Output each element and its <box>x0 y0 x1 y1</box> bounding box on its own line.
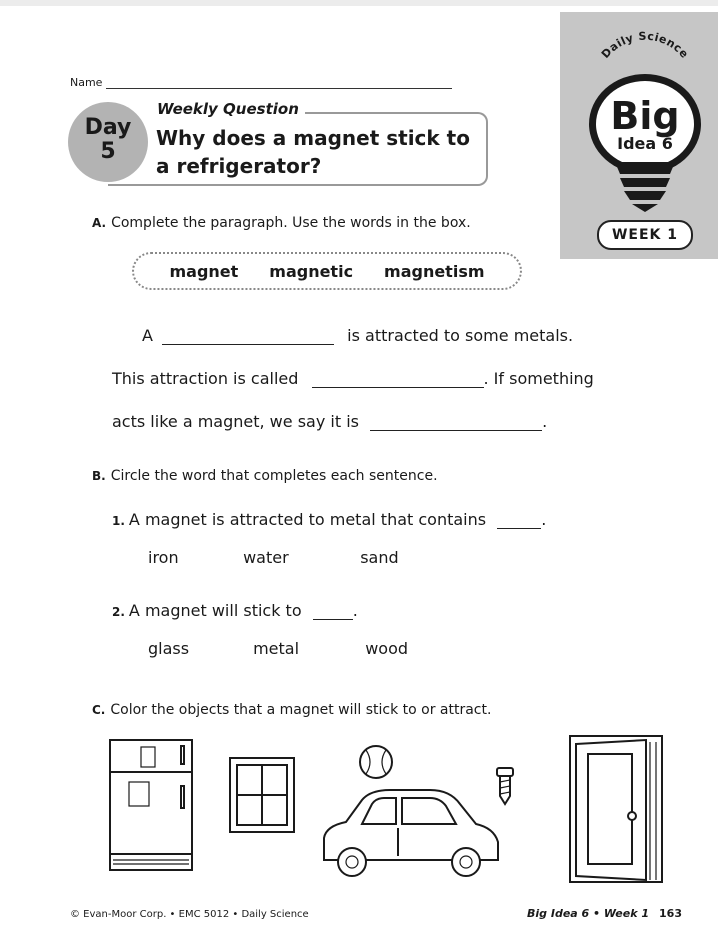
answer-blank[interactable] <box>312 369 484 388</box>
section-a-instruction: Complete the paragraph. Use the words in the box. <box>111 215 471 231</box>
option-word[interactable]: metal <box>253 639 300 658</box>
footer-right <box>527 907 682 920</box>
option-word[interactable]: water <box>243 548 289 567</box>
answer-blank <box>313 601 353 620</box>
section-c-heading <box>92 702 491 718</box>
footer-big-idea: Big Idea 6 • Week 1 <box>527 907 650 920</box>
answer-blank <box>497 510 541 529</box>
word-box-item: magnetic <box>269 261 354 281</box>
option-word[interactable]: sand <box>360 548 399 567</box>
top-edge <box>0 0 718 6</box>
badge-idea: Idea 6 <box>617 134 673 153</box>
day-number: 5 <box>100 139 116 164</box>
badge-top-text: Daily Science <box>598 29 692 61</box>
section-b-letter: B. <box>92 469 106 483</box>
refrigerator-illustration[interactable] <box>110 740 192 870</box>
section-c-letter: C. <box>92 703 106 717</box>
answer-blank[interactable] <box>370 412 542 431</box>
section-a-letter: A. <box>92 216 107 230</box>
badge-big: Big <box>610 94 680 138</box>
name-label: Name <box>70 76 103 89</box>
screw-illustration[interactable] <box>497 768 513 804</box>
option-word[interactable]: wood <box>365 639 409 658</box>
name-line[interactable] <box>106 88 452 89</box>
baseball-illustration[interactable] <box>360 746 392 778</box>
paragraph-line-2: This attraction is called . If something <box>112 369 594 388</box>
answer-blank[interactable] <box>162 326 334 345</box>
section-c-instruction: Color the objects that a magnet will stick to or attract. <box>110 702 492 718</box>
section-b-heading <box>92 468 438 484</box>
objects-illustration <box>0 730 718 900</box>
car-illustration[interactable] <box>324 790 498 876</box>
footer-copyright: © Evan-Moor Corp. • EMC 5012 • Daily Science <box>70 909 309 920</box>
section-a-heading <box>92 215 471 231</box>
word-box-item: magnet <box>169 261 239 281</box>
day-word: Day <box>84 115 132 140</box>
question-2: 2. A magnet will stick to . <box>112 601 358 620</box>
page-number: 163 <box>659 907 682 920</box>
weekly-question-label: Weekly Question <box>157 100 305 118</box>
question-2-options <box>148 639 408 658</box>
day-badge <box>68 102 148 182</box>
paragraph-line-1: A is attracted to some metals. <box>142 326 574 345</box>
word-box-item: magnetism <box>384 261 485 281</box>
weekly-question: Why does a magnet stick to a refrigerator? <box>156 126 470 178</box>
window-illustration[interactable] <box>230 758 294 832</box>
option-word[interactable]: iron <box>148 548 179 567</box>
question-1-options <box>148 548 399 567</box>
svg-text:Daily Science <box>599 30 691 61</box>
word-box <box>132 252 522 290</box>
week-pill: WEEK 1 <box>597 220 693 250</box>
paragraph-line-3: acts like a magnet, we say it is . <box>112 412 548 431</box>
big-idea-badge <box>560 12 718 259</box>
option-word[interactable]: glass <box>148 639 190 658</box>
question-1: 1. A magnet is attracted to metal that contains . <box>112 510 547 529</box>
door-illustration[interactable] <box>570 736 662 882</box>
section-b-instruction: Circle the word that completes each sentence. <box>110 468 438 484</box>
